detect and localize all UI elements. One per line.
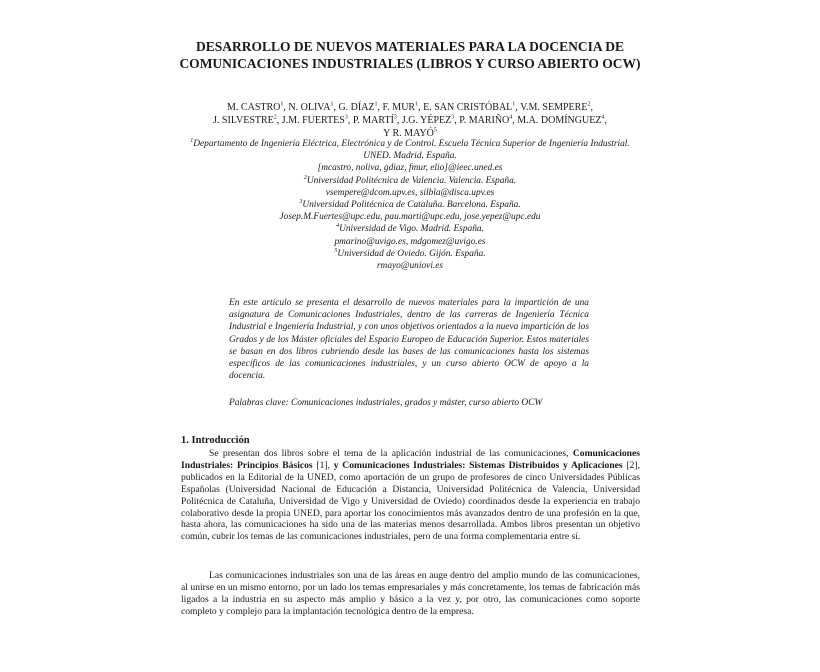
book-title-2: y Comunicaciones Industriales: Sistemas Distribuidos y Aplicaciones	[333, 459, 623, 471]
affiliation-marker: 1	[374, 101, 378, 108]
author-line: J. SILVESTRE$^2$, J.M. FUERTES$^3$, P. MARTÍ$^3$, J.G. YÉPEZ$^3$, P. MARIÑO$^4$, M.A. DOMÍNGUEZ$^4$,	[213, 114, 607, 126]
affiliation-email: pmarino@uvigo.es, mdgomez@uvigo.es	[334, 236, 486, 247]
keywords: Palabras clave: Comunicaciones industriales, grados y máster, curso abierto OCW	[229, 398, 543, 408]
author-list	[150, 101, 670, 140]
affiliation-text: Universidad Politécnica de Valencia. Valencia. España.	[306, 175, 517, 186]
author-name: M.A. DOMÍNGUEZ	[517, 115, 602, 126]
affiliation-text: Universidad Politécnica de Cataluña. Barcelona. España.	[302, 200, 521, 211]
affiliation-marker: 4	[336, 223, 340, 230]
body-paragraph: Las comunicaciones industriales son una de las áreas en auge dentro del amplio mundo de las comunicaciones, al unirse en un mismo entorno, por un lado los temas empresariales y más concretamente, los temas de fabricación más ligados a la industria en su aspecto más amplio y básico a la vez y, por otro, las comunicaciones como soporte completo y complejo para la implantación tecnológica dentro de la empresa.	[181, 570, 640, 617]
affiliation	[180, 175, 640, 187]
author-name: E. SAN CRISTÓBAL	[423, 102, 513, 113]
author-name: Y R. MAYÓ	[383, 128, 434, 139]
affiliation-text: Universidad de Oviedo. Gijón. España.	[337, 248, 486, 259]
para-text: [1],	[312, 459, 334, 471]
affiliation	[180, 223, 640, 235]
affiliation-text: Departamento de Ingeniería Eléctrica, Electrónica y de Control. Escuela Técnica Superior de Ingeniería Industrial. UNED. Madrid. España.	[193, 139, 630, 162]
affiliation-marker: 1	[330, 101, 334, 108]
author-name: J.G. YÉPEZ	[401, 115, 452, 126]
affiliation-marker: 5	[433, 127, 437, 134]
affiliation-marker: 3	[344, 114, 348, 121]
author-name: J.M. FUERTES	[281, 115, 345, 126]
author-name: F. MUR	[382, 102, 416, 113]
author-name: V.M. SEMPERE	[520, 102, 588, 113]
affiliation	[180, 248, 640, 260]
affiliation-marker: 4	[509, 114, 513, 121]
affiliation	[180, 138, 640, 162]
book-title-1: Comunicaciones Industriales: Principios Básicos	[181, 448, 640, 471]
affiliation-marker: 1	[415, 101, 419, 108]
affiliation-email: vsempere@dcom.upv.es, silbla@disca.upv.es	[325, 187, 495, 198]
body-paragraph	[181, 448, 640, 543]
affiliation-marker: 1	[280, 101, 284, 108]
author-name: P. MARIÑO	[459, 115, 510, 126]
affiliation-marker: 1	[512, 101, 516, 108]
para-text: Se presentan dos libros sobre el tema de la aplicación industrial de las comunicaciones,	[209, 448, 573, 459]
affiliation-marker: 2	[273, 114, 277, 121]
affiliation-marker: 3	[451, 114, 455, 121]
affiliation-marker: 4	[601, 114, 605, 121]
para-text: [2], publicados en la Editorial de la UNED, como aportación de un grupo de profesores de cinco Universidades Públicas Españolas (Universidad Nacional de Educación a Distancia, Universidad Politécnica de Valencia, Universidad Politécnica de Cataluña, Universidad de Vigo y Universidad de Oviedo) coordinados desde la experiencia en trabajo colaborativo desde la propia UNED, para aportar los conocimientos más avanzados dentro de una profesión en la que, hasta ahora, las comunicaciones ha sido una de las materias menos desarrollada. Ambos libros presentan un objetivo común, cubrir los temas de las comunicaciones industriales, pero de una forma complementaria entre sí.	[181, 459, 640, 543]
affiliation-marker: 2	[303, 174, 307, 181]
affiliation-list	[180, 138, 640, 272]
paper-title: DESARROLLO DE NUEVOS MATERIALES PARA LA DOCENCIA DE COMUNICACIONES INDUSTRIALES (LIBROS Y CURSO ABIERTO OCW)	[179, 39, 641, 71]
author-name: G. DÍAZ	[338, 102, 375, 113]
author-name: J. SILVESTRE	[213, 115, 274, 126]
affiliation	[180, 199, 640, 211]
affiliation-marker: 2	[587, 101, 591, 108]
author-name: N. OLIVA	[288, 102, 331, 113]
section-heading: 1. Introducción	[181, 435, 250, 446]
affiliation-marker: 3	[299, 198, 303, 205]
affiliation-email: rmayo@uniovi.es	[376, 261, 444, 272]
affiliation-marker: 5	[334, 247, 338, 254]
author-line: M. CASTRO$^1$, N. OLIVA$^1$, G. DÍAZ$^1$, F. MUR$^1$, E. SAN CRISTÓBAL$^1$, V.M. SEMPERE$^2$,	[227, 101, 593, 113]
affiliation-text: Universidad de Vigo. Madrid. España.	[339, 224, 484, 235]
affiliation-marker: 1	[190, 137, 194, 144]
author-name: M. CASTRO	[227, 102, 281, 113]
affiliation-marker: 3	[393, 114, 397, 121]
affiliation-email: [mcastro, noliva, gdiaz, fmur, elio]@ieec.uned.es	[317, 163, 503, 174]
affiliation-email: Josep.M.Fuertes@upc.edu, pau.marti@upc.edu, jose.yepez@upc.edu	[279, 212, 541, 223]
abstract: En este artículo se presenta el desarrollo de nuevos materiales para la impartición de una asignatura de Comunicaciones Industriales, dentro de las carreras de Ingeniería Técnica Industrial e Ingeniería Industrial, y con unos objetivos orientados a la nueva impartición de los Grados y de los Máster oficiales del Espacio Europeo de Educación Superior. Estos materiales se basan en dos libros cubriendo desde las bases de las comunicaciones hasta los sistemas específicos de las comunicaciones industriales, y un curso abierto OCW de apoyo a la docencia.	[229, 298, 589, 382]
author-name: P. MARTÍ	[352, 115, 394, 126]
